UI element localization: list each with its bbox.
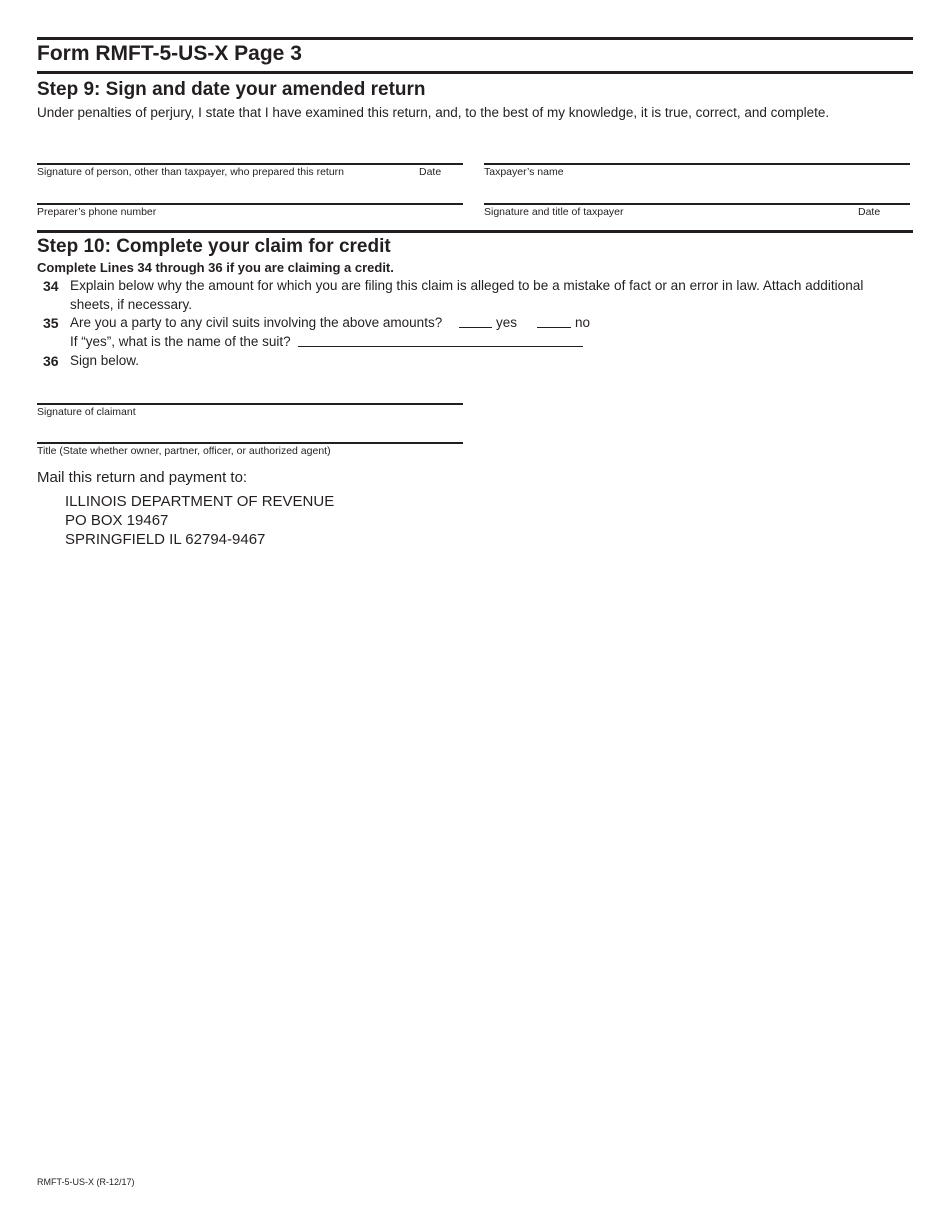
preparer-signature-label: Signature of person, other than taxpayer, who prepared this return <box>37 166 345 178</box>
preparer-date-label: Date <box>419 166 442 178</box>
taxpayer-signature-label: Signature and title of taxpayer <box>484 206 624 218</box>
line-35-question: Are you a party to any civil suits involving the above amounts? <box>70 315 443 330</box>
claimant-title-label: Title (State whether owner, partner, officer, or authorized agent) <box>37 445 331 457</box>
step10-title: Step 10: Complete your claim for credit <box>37 236 391 257</box>
no-label: no <box>575 315 591 330</box>
claimant-signature-line[interactable] <box>37 403 463 405</box>
no-blank[interactable] <box>537 327 571 328</box>
mail-address-line-2: PO BOX 19467 <box>65 512 169 529</box>
claimant-title-line[interactable] <box>37 442 463 444</box>
form-title: Form RMFT-5-US-X Page 3 <box>37 42 302 65</box>
line-36-text: Sign below. <box>70 353 140 368</box>
mail-intro: Mail this return and payment to: <box>37 469 248 486</box>
claimant-signature-label: Signature of claimant <box>37 406 136 418</box>
yes-label: yes <box>496 315 518 330</box>
line-35-number: 35 <box>43 315 59 331</box>
step10-rule <box>37 230 913 233</box>
mail-address-line-3: SPRINGFIELD IL 62794-9467 <box>65 531 266 548</box>
taxpayer-signature-line[interactable] <box>484 203 910 205</box>
line-34-number: 34 <box>43 278 59 294</box>
header-rule <box>37 71 913 74</box>
taxpayer-name-line[interactable] <box>484 163 910 165</box>
preparer-signature-line[interactable] <box>37 163 463 165</box>
line-34-text-cont: sheets, if necessary. <box>70 297 193 312</box>
suit-name-blank[interactable] <box>298 346 583 347</box>
perjury-statement: Under penalties of perjury, I state that I have examined this return, and, to the best of my knowledge, it is true, correct, and complete. <box>37 105 830 120</box>
line-34-text: Explain below why the amount for which you are filing this claim is alleged to be a mistake of fact or an error in law. Attach additional <box>70 278 864 293</box>
form-revision: RMFT-5-US-X (R-12/17) <box>37 1177 135 1187</box>
taxpayer-date-label: Date <box>858 206 881 218</box>
top-rule <box>37 37 913 40</box>
taxpayer-name-label: Taxpayer’s name <box>484 166 564 178</box>
preparer-phone-label: Preparer’s phone number <box>37 206 157 218</box>
step9-title: Step 9: Sign and date your amended return <box>37 79 426 100</box>
suit-name-prompt: If “yes”, what is the name of the suit? <box>70 334 291 349</box>
yes-blank[interactable] <box>459 327 492 328</box>
preparer-phone-line[interactable] <box>37 203 463 205</box>
mail-address-line-1: ILLINOIS DEPARTMENT OF REVENUE <box>65 493 335 510</box>
line-36-number: 36 <box>43 353 59 369</box>
step10-instruction: Complete Lines 34 through 36 if you are claiming a credit. <box>37 260 394 275</box>
